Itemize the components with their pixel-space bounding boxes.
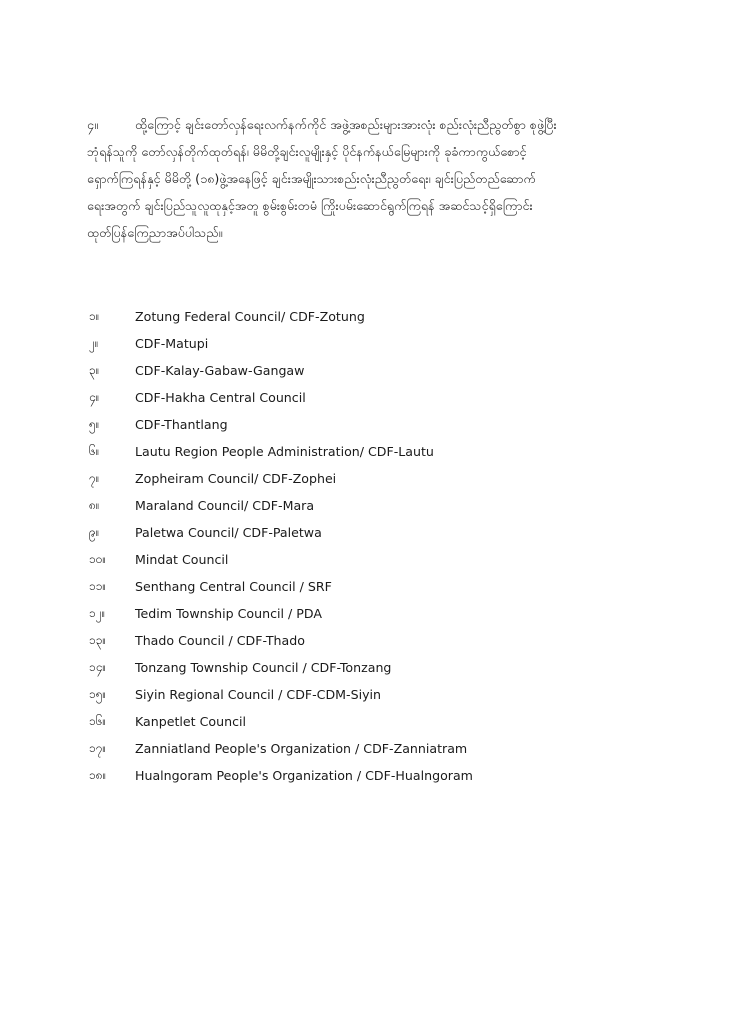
list-item-number: ၃။ (89, 362, 100, 377)
list-item-name: Maraland Council/ CDF-Mara (135, 498, 315, 513)
list-item (89, 735, 649, 762)
list-item-number: ၁၂။ (89, 605, 106, 620)
list-item-number: ၁၄။ (89, 659, 107, 674)
list-item-number: ၁၃။ (89, 632, 107, 647)
signatory-list (89, 303, 649, 789)
list-item-name: Kanpetlet Council (135, 714, 246, 729)
list-item-name: Thado Council / CDF-Thado (135, 633, 305, 648)
list-item (89, 546, 649, 573)
list-item-name: Zotung Federal Council/ CDF-Zotung (135, 309, 365, 324)
list-item-number: ၆။ (89, 443, 100, 458)
list-item-name: Zopheiram Council/ CDF-Zophei (135, 471, 337, 486)
list-item (89, 330, 649, 357)
list-item-number: ၁၁။ (89, 578, 107, 593)
list-item (89, 438, 649, 465)
list-item-number: ၈။ (89, 497, 100, 512)
list-item (89, 681, 649, 708)
list-item-name: Senthang Central Council / SRF (135, 579, 332, 594)
list-item (89, 708, 649, 735)
list-item (89, 654, 649, 681)
paragraph-number: ၄။ (87, 117, 98, 132)
list-item (89, 411, 649, 438)
list-item-number: ၂။ (89, 335, 99, 350)
list-item-number: ၁၀။ (89, 551, 107, 566)
list-item-name: Mindat Council (135, 552, 229, 567)
list-item (89, 384, 649, 411)
list-item (89, 627, 649, 654)
list-item-number: ၁၇။ (89, 740, 107, 755)
paragraph-line-text: ထို့ကြောင့် ချင်းတော်လှန်ရေးလက်နက်ကိုင် အဖွဲ့အစည်းများအားလုံး စည်းလုံးညီညွတ်စွာ စုဖွဲ့ပြီး (135, 117, 557, 132)
list-item (89, 573, 649, 600)
paragraph-line: ရေးအတွက် ချင်းပြည်သူလူထုနှင့်အတူ စွမ်းစွမ်းတမံ ကြိုးပမ်းဆောင်ရွက်ကြရန် အဆင်သင့်ရှိကြောင်း (87, 198, 533, 213)
paragraph-line (87, 111, 657, 138)
list-item-number: ၁၆။ (89, 713, 107, 728)
list-item (89, 465, 649, 492)
statement-paragraph (87, 111, 657, 246)
list-item-name: Lautu Region People Administration/ CDF-Lautu (135, 444, 434, 459)
list-item-name: CDF-Matupi (135, 336, 209, 351)
list-item-number: ၄။ (89, 389, 100, 404)
paragraph-line: ထုတ်ပြန်ကြေညာအပ်ပါသည်။ (87, 225, 223, 240)
list-item-name: Zanniatland People's Organization / CDF-Zanniatram (135, 741, 468, 756)
list-item-number: ၉။ (89, 524, 100, 539)
list-item (89, 492, 649, 519)
list-item-number: ၇။ (89, 470, 100, 485)
list-item-name: Tedim Township Council / PDA (135, 606, 322, 621)
list-item-number: ၁၈။ (89, 767, 107, 782)
list-item-name: Siyin Regional Council / CDF-CDM-Siyin (135, 687, 382, 702)
list-item-number: ၁၅။ (89, 686, 107, 701)
list-item (89, 357, 649, 384)
list-item-name: CDF-Hakha Central Council (135, 390, 306, 405)
list-item-name: Hualngoram People's Organization / CDF-Hualngoram (135, 768, 473, 783)
list-item-name: Tonzang Township Council / CDF-Tonzang (135, 660, 392, 675)
list-item-name: Paletwa Council/ CDF-Paletwa (135, 525, 322, 540)
list-item (89, 762, 649, 789)
paragraph-line: ရှောက်ကြရန်နှင့် မိမိတို့ (၁၈)ဖွဲ့အနေဖြင့် ချင်းအမျိုးသားစည်းလုံးညီညွတ်ရေး၊ ချင်းပြည်တည်ဆောက် (87, 171, 536, 186)
list-item-number: ၁။ (89, 308, 100, 323)
list-item (89, 303, 649, 330)
list-item-name: CDF-Kalay-Gabaw-Gangaw (135, 363, 305, 378)
list-item-number: ၅။ (89, 416, 100, 431)
list-item (89, 600, 649, 627)
list-item-name: CDF-Thantlang (135, 417, 228, 432)
paragraph-line: ဘုံရန်သူကို တော်လှန်တိုက်ထုတ်ရန်၊ မိမိတို့ချင်းလူမျိုးနှင့် ပိုင်နက်နယ်မြေများကို ခုခံကာကွယ်စောင့် (87, 144, 527, 159)
list-item (89, 519, 649, 546)
